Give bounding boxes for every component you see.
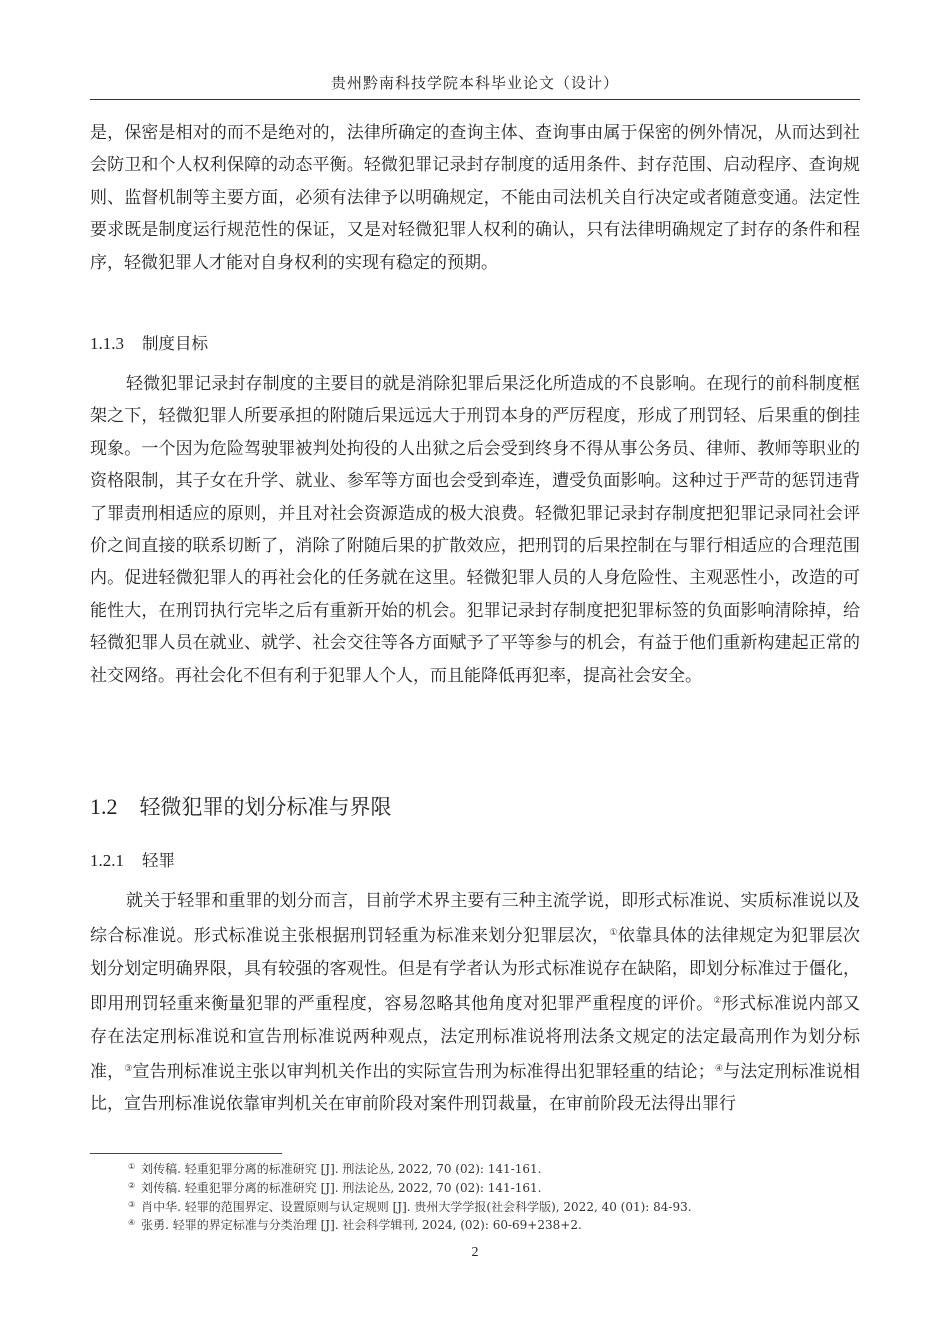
footnotes xyxy=(128,1159,692,1234)
text-segment: 与法定刑标准说相比，宣告刑标准说依靠审判机关在审前阶段对案件刑罚裁量，在审前阶段无法得出罪行 xyxy=(90,1062,861,1115)
footnote-mark: ② xyxy=(128,1180,136,1190)
footnote-mark: ④ xyxy=(128,1218,136,1228)
footnote-ref-3[interactable]: ③ xyxy=(124,1064,133,1075)
header-rule xyxy=(90,99,860,100)
footnote-separator xyxy=(90,1153,282,1154)
footnote-item xyxy=(128,1178,692,1197)
footnote-ref-4[interactable]: ④ xyxy=(714,1064,724,1075)
footnote-mark: ③ xyxy=(128,1199,136,1209)
page-number: 2 xyxy=(471,1245,479,1260)
section-number: 1.1.3 xyxy=(90,334,124,353)
running-header: 贵州黔南科技学院本科毕业论文（设计） xyxy=(330,74,619,92)
footnote-text: 张勇. 轻罪的界定标准与分类治理 [J]. 社会科学辑刊, 2024, (02): 60-69+238+2. xyxy=(141,1218,582,1233)
section-number: 1.2.1 xyxy=(90,851,124,870)
footnote-text: 刘传稿. 轻重犯罪分离的标准研究 [J]. 刑法论丛, 2022, 70 (02): 141-161. xyxy=(141,1180,542,1195)
footnote-item xyxy=(128,1159,692,1178)
section-number: 1.2 xyxy=(90,794,118,819)
footnote-text: 肖中华. 轻罪的范围界定、设置原则与认定规则 [J]. 贵州大学学报(社会科学版), 2022, 40 (01): 84-93. xyxy=(141,1199,692,1214)
text-segment: 宣告刑标准说主张以审判机关作出的实际宣告刑为标准得出犯罪轻重的结论； xyxy=(132,1062,715,1083)
text-segment: 依靠具体的法律规定为犯罪层次划分划定明确界限，具有较强的客观性。但是有学者认为形式标准说存在缺陷，即划分标准过于僵化，即用刑罚轻重来衡量犯罪的严重程度，容易忽略其他角度对犯罪严重程度的评价。 xyxy=(90,926,861,1015)
section-heading-1-1-3 xyxy=(90,330,208,354)
section-heading-1-2-1 xyxy=(90,847,175,871)
footnote-item xyxy=(128,1197,692,1216)
section-title: 轻罪 xyxy=(142,851,175,870)
section-heading-1-2 xyxy=(90,791,392,821)
body-paragraph-continued: 是，保密是相对的而不是绝对的，法律所确定的查询主体、查询事由属于保密的例外情况，从而达到社会防卫和个人权利保障的动态平衡。轻微犯罪记录封存制度的适用条件、封存范围、启动程序、查询规则、监督机制等主要方面，必须有法律予以明确规定，不能由司法机关自行决定或者随意变通。法定性要求既是制度运行规范性的保证，又是对轻微犯罪人权利的确认，只有法律明确规定了封存的条件和程序，轻微犯罪人才能对自身权利的实现有稳定的预期。 xyxy=(90,123,860,273)
footnote-item xyxy=(128,1215,692,1234)
section-title: 轻微犯罪的划分标准与界限 xyxy=(139,795,392,819)
footnote-text: 刘传稿. 轻重犯罪分离的标准研究 [J]. 刑法论丛, 2022, 70 (02): 141-161. xyxy=(141,1162,542,1176)
body-paragraph-minor-crime xyxy=(90,885,860,1121)
footnote-ref-2[interactable]: ② xyxy=(713,996,722,1007)
text-segment: 形式标准说内部又存在法定刑标准说和宣告刑标准说两种观点，法定刑标准说将刑法条文规定的法定最高刑作为划分标准， xyxy=(90,994,860,1083)
body-paragraph-system-goal: 轻微犯罪记录封存制度的主要目的就是消除犯罪后果泛化所造成的不良影响。在现行的前科制度框架之下，轻微犯罪人所要承担的附随后果远远大于刑罚本身的严厉程度，形成了刑罚轻、后果重的倒挂现象。一个因为危险驾驶罪被判处拘役的人出狱之后会受到终身不得从事公务员、律师、教师等职业的资格限制，其子女在升学、就业、参军等方面也会受到牵连，遭受负面影响。这种过于严苛的惩罚违背了罪责刑相适应的原则，并且对社会资源造成的极大浪费。轻微犯罪记录封存制度把犯罪记录同社会评价之间直接的联系切断了，消除了附随后果的扩散效应，把刑罚的后果控制在与罪行相适应的合理范围内。促进轻微犯罪人的再社会化的任务就在这里。轻微犯罪人员的人身危险性、主观恶性小，改造的可能性大，在刑罚执行完毕之后有重新开始的机会。犯罪记录封存制度把犯罪标签的负面影响清除掉，给轻微犯罪人员在就业、就学、社会交往等各方面赋予了平等参与的机会，有益于他们重新构建起正常的社交网络。再社会化不但有利于犯罪人个人，而且能降低再犯率，提高社会安全。 xyxy=(90,374,860,686)
text-segment: 就关于轻罪和重罪的划分而言，目前学术界主要有三种主流学说，即形式标准说、实质标准说以及综合标准说。形式标准说主张根据刑罚轻重为标准来划分犯罪层次， xyxy=(90,891,860,947)
footnote-mark: ① xyxy=(128,1162,136,1171)
footnote-ref-1[interactable]: ① xyxy=(609,928,618,939)
section-title: 制度目标 xyxy=(142,334,208,353)
